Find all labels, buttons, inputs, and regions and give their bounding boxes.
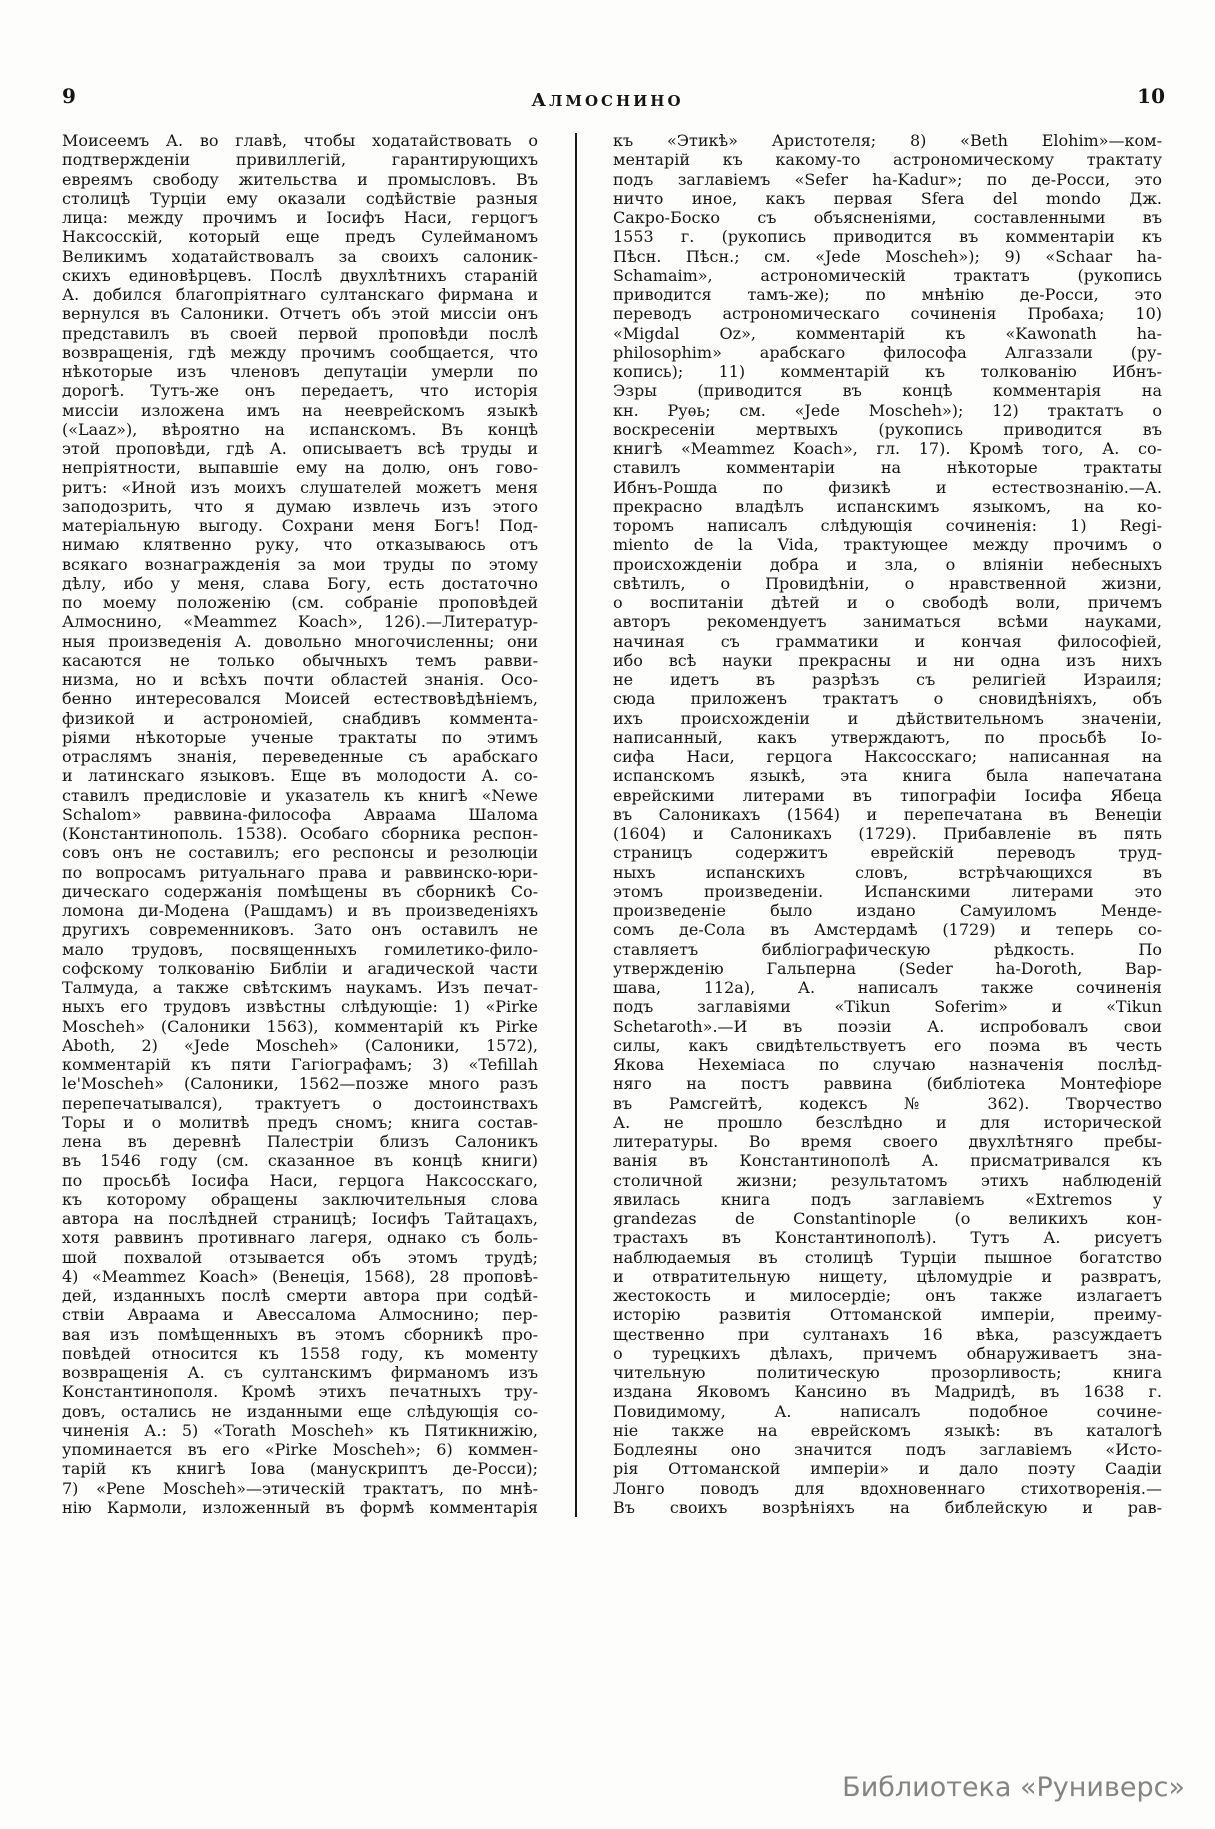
text-line: ніе также на еврейскомъ языкѣ: въ каталогѣ xyxy=(613,1420,1162,1440)
text-line: ріями нѣкоторые ученые трактаты по этимъ xyxy=(62,727,538,747)
text-line: начиная съ грамматики и кончая философіей, xyxy=(613,631,1162,651)
text-line: тарій къ книгѣ Іова (манускриптъ де-Росси); xyxy=(62,1459,538,1479)
text-line: бенно интересовался Моисей естествовѣдѣніемъ, xyxy=(62,689,538,709)
text-line: другихъ современниковъ. Зато онъ оставилъ не xyxy=(62,920,538,940)
text-line: А. добился благопріятнаго султанскаго фирмана и xyxy=(62,285,538,304)
text-line: столичной жизни; результатомъ этихъ наблюденій xyxy=(613,1170,1162,1190)
text-line: 7) «Pene Moscheh»—этическій трактатъ, по мнѣ- xyxy=(62,1478,538,1498)
text-line: сомъ де-Сола въ Амстердамѣ (1729) и теперь со- xyxy=(613,920,1162,940)
text-line: нію Кармоли, изложенный въ формѣ комментарія xyxy=(62,1497,538,1517)
text-line: чительную политическую прозорливость; книга xyxy=(613,1363,1162,1382)
text-line: заподозрить, что я думаю извлечь изъ этого xyxy=(62,496,538,516)
text-line: всякаго вознагражденія за мои труды по этому xyxy=(62,554,538,574)
text-line: ритъ: «Иной изъ моихъ слушателей можетъ меня xyxy=(62,477,538,497)
text-line: няго на постъ раввина (библіотека Монтефіоре xyxy=(613,1074,1162,1094)
text-line: miento de la Vida, трактующее между прочимъ о xyxy=(613,535,1162,555)
text-line: Schamaim», астрономическій трактатъ (рукопись xyxy=(613,265,1162,285)
text-line: чиненія А.: 5) «Torath Moscheh» къ Пятикнижію, xyxy=(62,1420,538,1440)
text-line: ставилъ предисловіе и указатель къ книгѣ «Newe xyxy=(62,785,538,805)
text-line: возвращенія А. съ султанскимъ фирманомъ изъ xyxy=(62,1363,538,1382)
text-line: о воспитаніи дѣтей и о свободѣ воли, причемъ xyxy=(613,593,1162,612)
text-line: къ «Этикѣ» Аристотеля; 8) «Beth Elohim»—ком- xyxy=(613,131,1162,150)
text-line: возвращенія, гдѣ между прочимъ сообщается, что xyxy=(62,342,538,362)
text-line: сюда приложенъ трактатъ о сновидѣніяхъ, объ xyxy=(613,689,1162,709)
text-line: Бодлеяны оно значится подъ заглавіемъ «Исто- xyxy=(613,1440,1162,1459)
text-line: авторъ рекомендуетъ заниматься всѣми науками, xyxy=(613,612,1162,632)
text-line: le'Moscheh» (Салоники, 1562—позже много разъ xyxy=(62,1074,538,1094)
text-line: довъ, остались не изданными еще слѣдующія со- xyxy=(62,1401,538,1421)
text-line: Въ своихъ возрѣніяхъ на библейскую и рав- xyxy=(613,1497,1162,1517)
text-line: Пѣсн. Пѣсн.; см. «Jede Moscheh»); 9) «Schaar ha- xyxy=(613,246,1162,266)
text-line: по вопросамъ ритуальнаго права и раввинско-юри- xyxy=(62,862,538,882)
text-line: Лонго поводъ для вдохновеннаго стихотворенія.— xyxy=(613,1478,1162,1498)
text-line: въ 1546 году (см. сказанное въ концѣ книги) xyxy=(62,1151,538,1171)
text-line: рія Оттоманской имперіи» и дало поэту Саадіи xyxy=(613,1459,1162,1479)
text-line: написанный, какъ утверждаютъ, по просьбѣ Іо- xyxy=(613,727,1162,747)
text-line: этомъ произведеніи. Испанскими литерами это xyxy=(613,881,1162,901)
text-line: сифа Наси, герцога Наксосскаго; написанная на xyxy=(613,747,1162,766)
text-line: совъ онъ не составилъ; его респонсы и резолюціи xyxy=(62,843,538,863)
text-line: прекрасно владѣлъ испанскимъ языкомъ, на ко- xyxy=(613,496,1162,516)
text-line: комментарій къ пяти Гагіографамъ; 3) «Tefillah xyxy=(62,1055,538,1074)
text-line: Наксосскій, который еще предъ Сулейманомъ xyxy=(62,227,538,247)
text-line: книгѣ «Meammez Koach», гл. 17). Кромѣ того, А. со- xyxy=(613,439,1162,458)
text-line: и отвратительную нищету, цѣломудріе и развратъ, xyxy=(613,1266,1162,1286)
text-line: столицѣ Турціи ему оказали содѣйствіе разныя xyxy=(62,188,538,208)
text-line: мало трудовъ, посвященныхъ гомилетико-фило- xyxy=(62,939,538,959)
text-line: 1553 г. (рукопись приводится въ комментаріи къ xyxy=(613,227,1162,247)
text-line: Торы и о молитвѣ предъ сномъ; книга состав- xyxy=(62,1112,538,1132)
text-line: ломона ди-Модена (Рашдамъ) и въ произведеніяхъ xyxy=(62,901,538,920)
text-line: дорогѣ. Тутъ-же онъ передаетъ, что исторія xyxy=(62,381,538,401)
text-line: 4) «Meammez Koach» (Венеція, 1568), 28 проповѣ- xyxy=(62,1266,538,1286)
text-line: ставилъ комментаріи на нѣкоторые трактаты xyxy=(613,458,1162,478)
text-line: philosophim» арабскаго философа Алгаззали (ру- xyxy=(613,342,1162,362)
text-line: нимаю клятвенно руку, что отказываюсь отъ xyxy=(62,535,538,555)
text-line: вернулся въ Салоники. Отчетъ объ этой миссіи онъ xyxy=(62,304,538,324)
text-line: воскресеніи мертвыхъ (рукопись приводится въ xyxy=(613,419,1162,439)
page-number-left: 9 xyxy=(62,84,76,108)
text-line: А. не прошло безслѣдно и для исторической xyxy=(613,1112,1162,1132)
text-line: Константинополя. Кромѣ этихъ печатныхъ тру- xyxy=(62,1382,538,1402)
text-line: «Migdal Oz», комментарій къ «Kawonath ha- xyxy=(613,323,1162,343)
text-line: по просьбѣ Іосифа Наси, герцога Наксосскаго, xyxy=(62,1170,538,1190)
text-line: скихъ единовѣрцевъ. Послѣ двухлѣтнихъ стараній xyxy=(62,265,538,285)
library-watermark: Библиотека «Руниверс» xyxy=(842,1772,1185,1803)
text-line: Алмоснино, «Meammez Koach», 126).—Литератур- xyxy=(62,612,538,632)
text-line: Aboth, 2) «Jede Moscheh» (Салоники, 1572), xyxy=(62,1035,538,1055)
text-line: упоминается въ его «Pirke Moscheh»; 6) коммен- xyxy=(62,1440,538,1459)
text-line: ванія въ Константинополѣ А. присматривался къ xyxy=(613,1151,1162,1171)
text-line: утвержденію Гальперна (Seder ha-Doroth, Вар- xyxy=(613,958,1162,978)
text-line: приводится тамъ-же); по мнѣнію де-Росси, это xyxy=(613,285,1162,304)
text-line: автора на послѣдней страницѣ; Іосифъ Тайтацахъ, xyxy=(62,1209,538,1228)
text-line: копись); 11) комментарій къ толкованію Ибнъ- xyxy=(613,362,1162,381)
text-line: подъ заглавіемъ «Sefer ha-Kadur»; по де-Росси, это xyxy=(613,169,1162,189)
text-line: подтвержденіи привиллегій, гарантирующихъ xyxy=(62,150,538,170)
text-line: представилъ въ своей первой проповѣди послѣ xyxy=(62,323,538,343)
text-line: grandezas de Constantinople (о великихъ кон- xyxy=(613,1209,1162,1228)
text-line: Талмуда, а также свѣтскимъ наукамъ. Изъ печат- xyxy=(62,978,538,997)
text-line: щественно при султанахъ 16 вѣка, разсуждаетъ xyxy=(613,1324,1162,1344)
text-line: ныя произведенія А. довольно многочисленны; они xyxy=(62,631,538,651)
text-line: трастахъ въ Константинополѣ). Тутъ А. рисуетъ xyxy=(613,1228,1162,1248)
text-line: дѣлу, ибо у меня, слава Богу, есть достаточно xyxy=(62,573,538,593)
text-line: Moscheh» (Салоники 1563), комментарій къ Pirke xyxy=(62,1016,538,1036)
text-line: о турецкихъ дѣлахъ, причемъ обнаруживаетъ зна- xyxy=(613,1343,1162,1363)
text-line: лена въ деревнѣ Палестріи близъ Салоникъ xyxy=(62,1132,538,1151)
text-line: физикой и астрономіей, снабдивъ коммента- xyxy=(62,708,538,728)
text-line: непріятности, выпавшіе ему на долю, онъ гово- xyxy=(62,458,538,478)
text-line: («Laaz»), вѣроятно на испанскомъ. Въ концѣ xyxy=(62,419,538,439)
text-line: Великимъ ходатайствовалъ за своихъ салоник- xyxy=(62,246,538,266)
text-line: ничто иное, какъ первая Sfera del mondo Дж. xyxy=(613,188,1162,208)
text-line: ибо всѣ науки прекрасны и ни одна изъ нихъ xyxy=(613,650,1162,670)
text-line: испанскомъ языкѣ, эта книга была напечатана xyxy=(613,766,1162,786)
column-divider-rule xyxy=(575,133,577,1517)
text-line: нѣкоторые изъ членовъ депутаціи умерли по xyxy=(62,362,538,381)
text-line: повѣдей относится къ 1558 году, къ моменту xyxy=(62,1343,538,1363)
text-line: Сакро-Боско съ объясненіями, составленными въ xyxy=(613,208,1162,227)
text-line: отраслямъ знанія, переведенные съ арабскаго xyxy=(62,747,538,766)
running-head-title: АЛМОСНИНО xyxy=(531,90,684,111)
text-line: происхожденіи добра и зла, о вліяніи небесныхъ xyxy=(613,554,1162,574)
text-line: не идетъ въ разрѣзъ съ религіей Израиля; xyxy=(613,670,1162,689)
text-line: (1604) и Салоникахъ (1729). Прибавленіе въ пять xyxy=(613,824,1162,843)
text-line: еврейскими литерами въ типографіи Іосифа Ябеца xyxy=(613,785,1162,805)
text-line: матеріальную выгоду. Сохрани меня Богъ! Под- xyxy=(62,516,538,535)
text-line: къ которому обращены заключительныя слова xyxy=(62,1189,538,1209)
text-line: низма, но и всѣхъ почти областей знанія. Осо- xyxy=(62,670,538,689)
text-line: хотя раввинъ противнаго лагеря, однако съ боль- xyxy=(62,1228,538,1248)
text-line: этой проповѣди, гдѣ А. описываетъ всѣ труды и xyxy=(62,439,538,458)
text-line: Эзры (приводится въ концѣ комментарія на xyxy=(613,381,1162,401)
text-line: миссіи изложена имъ на нееврейскомъ языкѣ xyxy=(62,400,538,420)
text-line: Ибнъ-Рошда по физикѣ и естествознанію.—А. xyxy=(613,477,1162,497)
text-line: ихъ происхожденіи и дѣйствительномъ значеніи, xyxy=(613,708,1162,728)
text-line: Schetaroth».—И въ поэзіи А. испробовалъ свои xyxy=(613,1016,1162,1036)
text-line: торомъ написалъ слѣдующія сочиненія: 1) Regi- xyxy=(613,516,1162,535)
text-line: произведеніе было издано Самуиломъ Менде- xyxy=(613,901,1162,920)
text-line: Моисеемъ А. во главѣ, чтобы ходатайствовать о xyxy=(62,131,538,150)
text-line: дей, изданныхъ послѣ смерти автора при содѣй- xyxy=(62,1286,538,1305)
text-line: (Константинополь. 1538). Особаго сборника респон- xyxy=(62,824,538,843)
text-line: Schalom» раввина-философа Авраама Шалома xyxy=(62,804,538,824)
text-line: кн. Руѳь; см. «Jede Moscheh»); 12) трактатъ о xyxy=(613,400,1162,420)
text-line: Якова Нехеміаса по случаю назначенія послѣд- xyxy=(613,1055,1162,1074)
text-column-left xyxy=(62,131,538,1517)
page-number-right: 10 xyxy=(1137,84,1165,108)
text-column-right xyxy=(613,131,1162,1517)
text-line: ныхъ испанскихъ словъ, встрѣчающихся въ xyxy=(613,862,1162,882)
text-line: свѣтилъ, о Провидѣніи, о нравственной жизни, xyxy=(613,573,1162,593)
text-line: шава, 112а), А. написалъ также сочиненія xyxy=(613,978,1162,997)
text-line: переводъ астрономическаго сочиненія Пробаха; 10) xyxy=(613,304,1162,324)
text-line: страницъ содержитъ еврейскій переводъ труд- xyxy=(613,843,1162,863)
text-line: касаются не только обычныхъ темъ равви- xyxy=(62,650,538,670)
text-line: въ Рамсгейтѣ, кодексъ № 362). Творчество xyxy=(613,1093,1162,1113)
text-line: лица: между прочимъ и Іосифъ Наси, герцогъ xyxy=(62,208,538,227)
text-line: дическаго содержанія помѣщены въ сборникѣ Со- xyxy=(62,881,538,901)
text-line: явилась книга подъ заглавіемъ «Extremos y xyxy=(613,1189,1162,1209)
text-line: софскому толкованію Библіи и агадической части xyxy=(62,958,538,978)
text-line: Повидимому, А. написалъ подобное сочине- xyxy=(613,1401,1162,1421)
text-line: ставляетъ библіографическую рѣдкость. По xyxy=(613,939,1162,959)
text-line: подъ заглавіями «Tikun Soferim» и «Tikun xyxy=(613,997,1162,1017)
text-line: литературы. Во время своего двухлѣтняго пребы- xyxy=(613,1132,1162,1151)
text-line: издана Яковомъ Кансино въ Мадридѣ, въ 1638 г. xyxy=(613,1382,1162,1402)
text-line: силы, какъ свидѣтельствуетъ его поэма въ честь xyxy=(613,1035,1162,1055)
text-line: исторію развитія Оттоманской имперіи, преиму- xyxy=(613,1305,1162,1325)
text-line: по моему положенію (см. собраніе проповѣдей xyxy=(62,593,538,612)
text-line: въ Салоникахъ (1564) и перепечатана въ Венеціи xyxy=(613,804,1162,824)
text-line: и латинскаго языковъ. Еще въ молодости А. со- xyxy=(62,766,538,786)
text-line: жестокость и милосердіе; онъ также излагаетъ xyxy=(613,1286,1162,1305)
text-line: перепечатывался), трактуетъ о достоинствахъ xyxy=(62,1093,538,1113)
text-line: ствіи Авраама и Авессалома Алмоснино; пер- xyxy=(62,1305,538,1325)
text-line: евреямъ свободу жительства и промысловъ. Въ xyxy=(62,169,538,189)
text-line: ментарій къ какому-то астрономическому трактату xyxy=(613,150,1162,170)
text-line: шой похвалой отзывается объ этомъ трудѣ; xyxy=(62,1247,538,1267)
text-line: ныхъ его трудовъ извѣстны слѣдующіе: 1) «Pirke xyxy=(62,997,538,1017)
text-line: наблюдаемыя въ столицѣ Турціи пышное богатство xyxy=(613,1247,1162,1267)
text-line: вая изъ помѣщенныхъ въ этомъ сборникѣ про- xyxy=(62,1324,538,1344)
